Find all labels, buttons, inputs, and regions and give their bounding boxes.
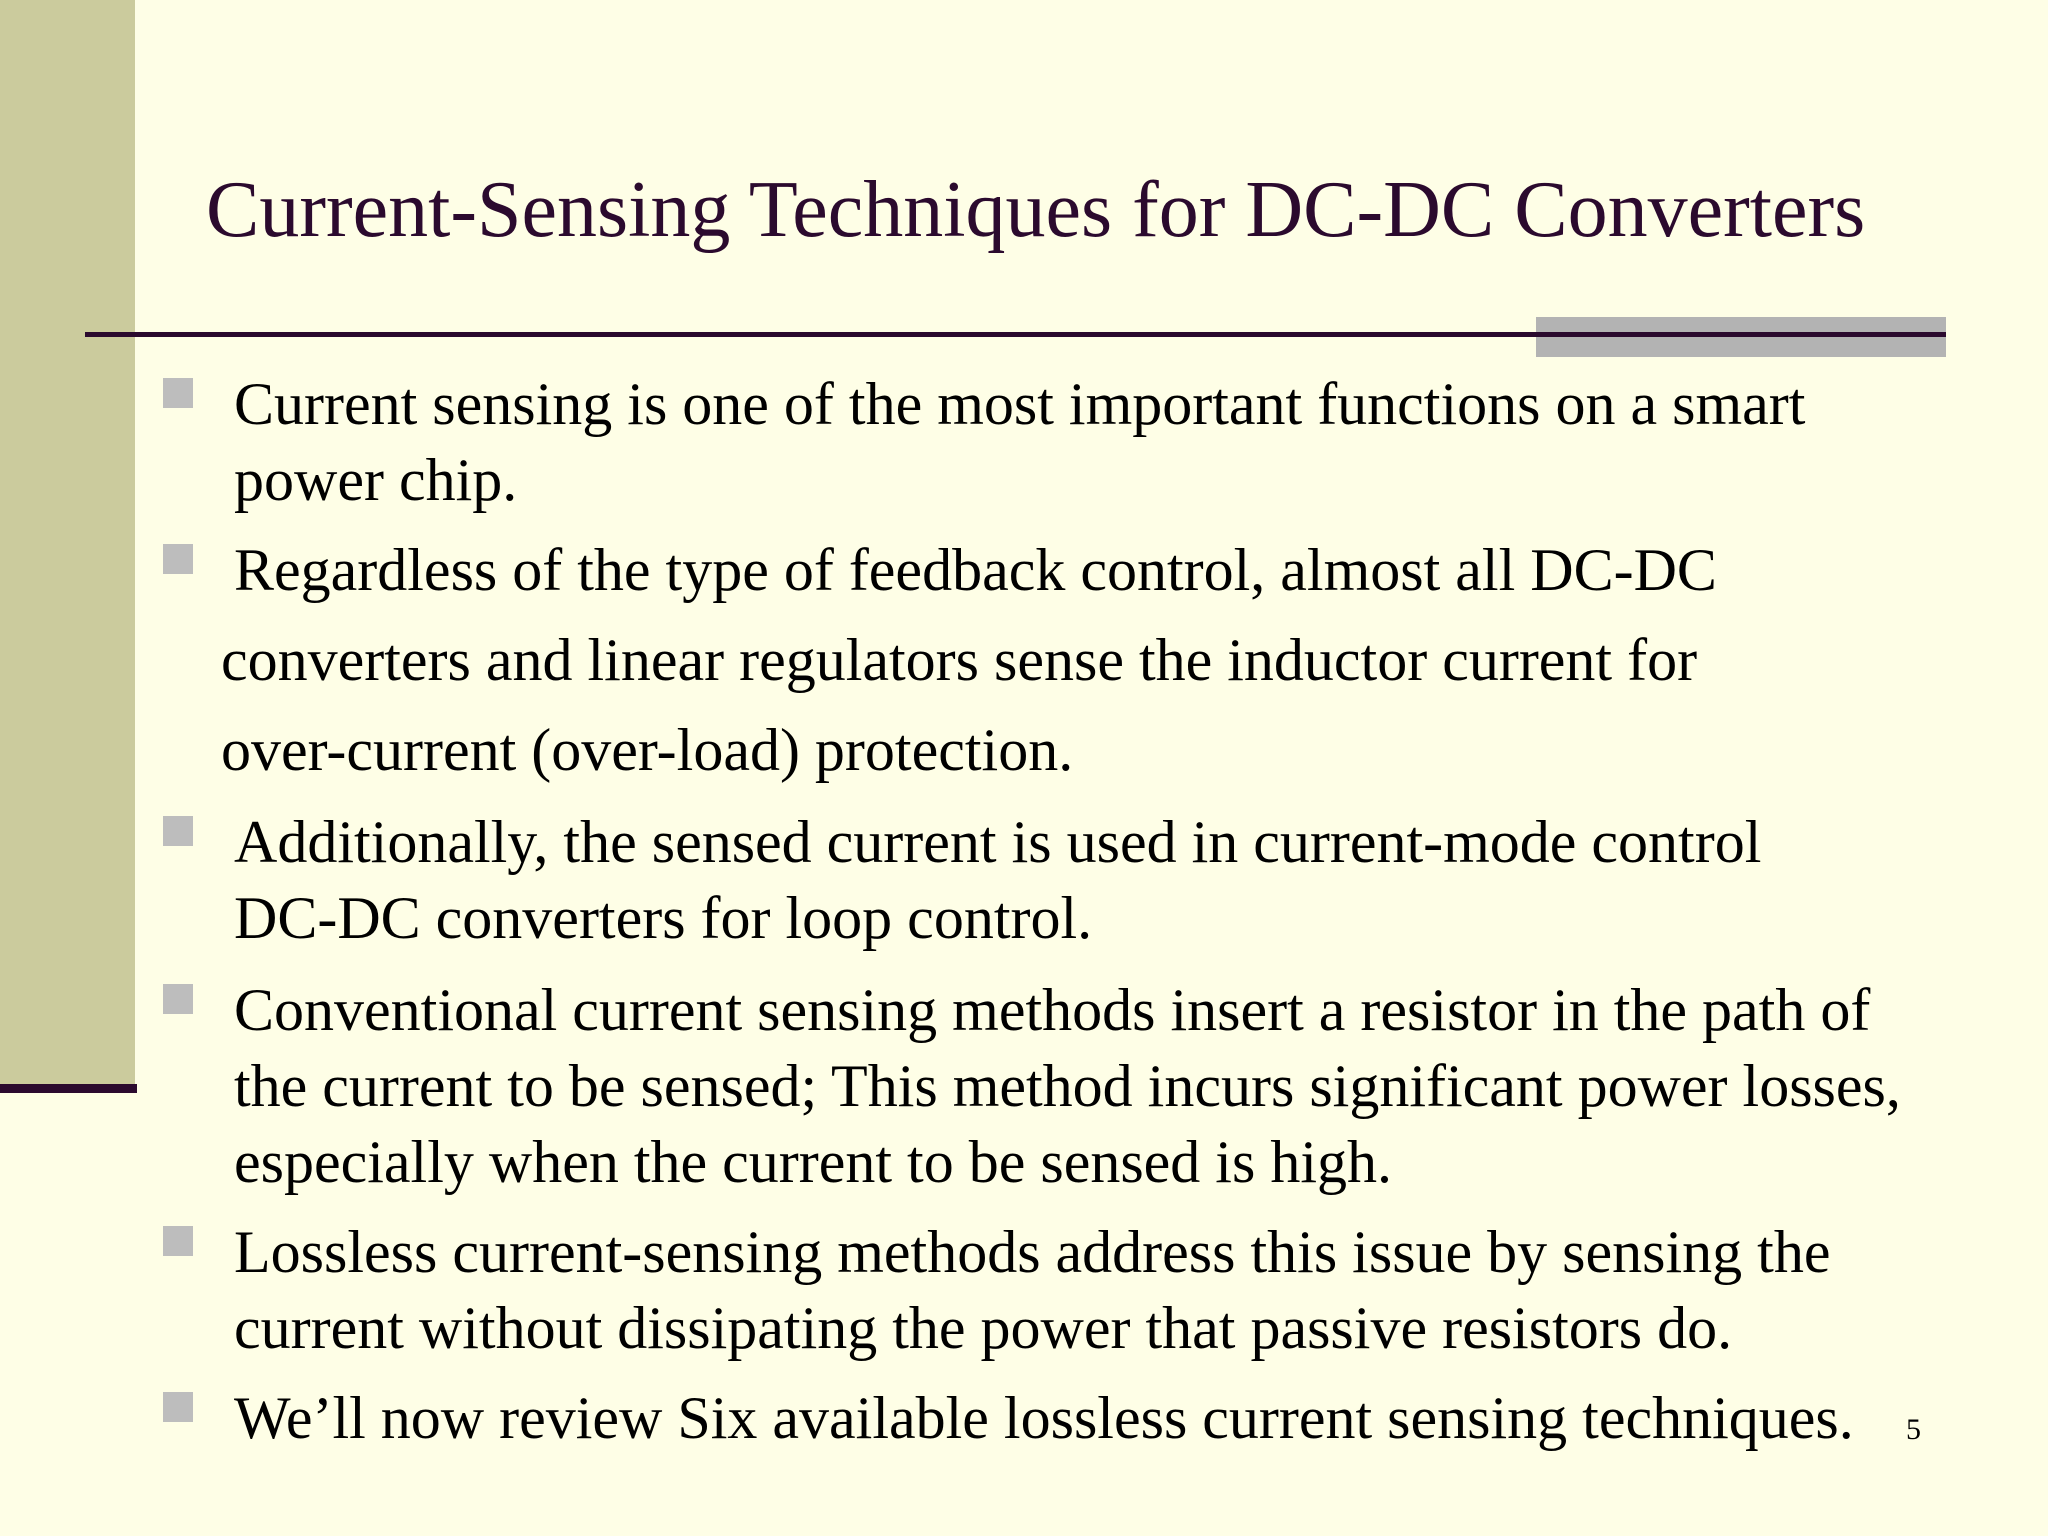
bullet-text (234, 804, 2024, 956)
bullet-line: over-current (over-load) protection. (221, 717, 1074, 783)
bullet-text (234, 1214, 2024, 1366)
bullet-line: DC-DC converters for loop control. (234, 885, 1093, 951)
square-bullet-icon (163, 816, 193, 846)
bullet-line: Additionally, the sensed current is used in current-mode control (234, 809, 1762, 875)
bullet-line: Lossless current-sensing methods address this issue by sensing the (234, 1219, 1831, 1285)
bullet-text (221, 525, 2024, 795)
bullet-text (234, 366, 2024, 518)
slide-title: Current-Sensing Techniques for DC-DC Converters (206, 166, 1866, 254)
bullet-line: We’ll now review Six available lossless current sensing techniques. (234, 1385, 1854, 1451)
bullet-line: current without dissipating the power that passive resistors do. (234, 1295, 1733, 1361)
square-bullet-icon (163, 1226, 193, 1256)
bullet-text (234, 972, 2024, 1200)
bullet-line: Current sensing is one of the most important functions on a smart (234, 371, 1806, 437)
bullet-line: the current to be sensed; This method incurs significant power losses, (234, 1053, 1901, 1119)
slide-page-number: 5 (1906, 1413, 1921, 1446)
square-bullet-icon (163, 1392, 193, 1422)
bullet-line: Regardless of the type of feedback control, almost all DC-DC (234, 537, 1717, 603)
square-bullet-icon (163, 378, 193, 408)
bullet-text (234, 1380, 2024, 1456)
square-bullet-icon (163, 544, 193, 574)
bullet-line: power chip. (234, 447, 518, 513)
square-bullet-icon (163, 984, 193, 1014)
bullet-line: converters and linear regulators sense the inductor current for (221, 627, 1698, 693)
bullet-line: especially when the current to be sensed is high. (234, 1129, 1392, 1195)
bullet-line: Conventional current sensing methods insert a resistor in the path of (234, 977, 1871, 1043)
